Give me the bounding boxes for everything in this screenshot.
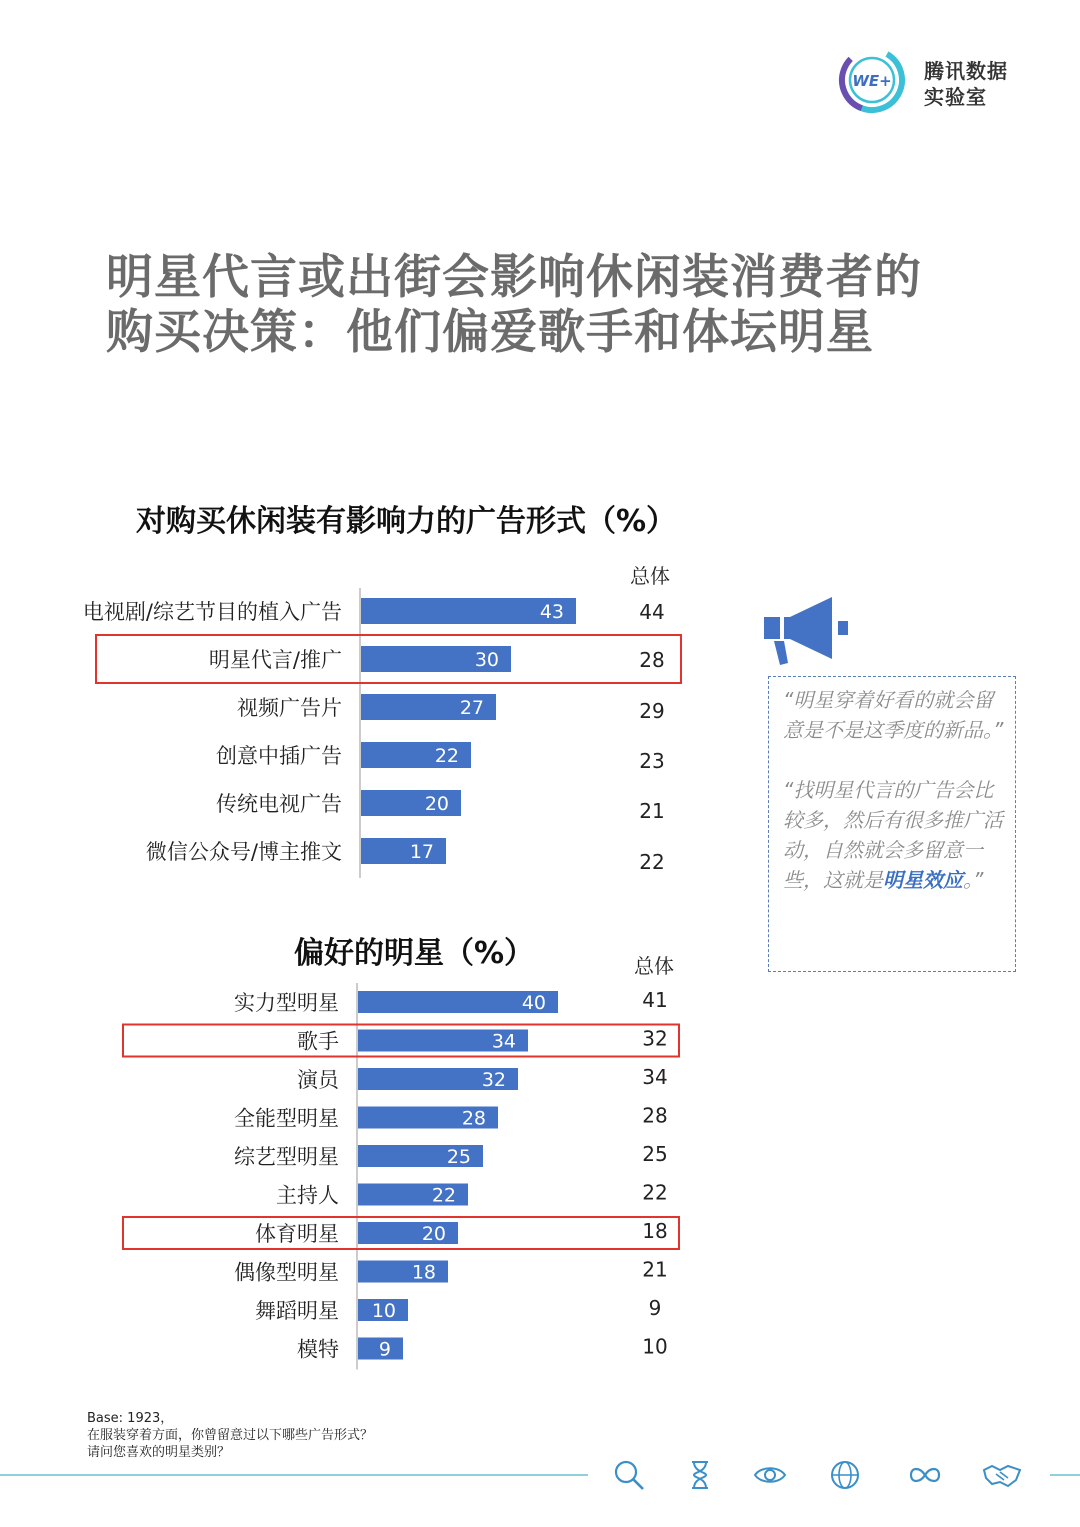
category-label: 歌手 <box>297 1029 339 1054</box>
bar-value-label: 28 <box>461 1107 486 1130</box>
bottom-divider-left <box>0 1474 588 1476</box>
total-value-label: 32 <box>642 1026 668 1051</box>
total-value-label: 41 <box>642 988 668 1012</box>
total-value-label: 44 <box>639 600 665 624</box>
infinity-icon <box>908 1458 942 1492</box>
category-label: 体育明星 <box>255 1222 339 1246</box>
category-label: 明星代言/推广 <box>208 648 342 672</box>
category-label: 传统电视广告 <box>216 792 342 816</box>
category-label: 舞蹈明星 <box>255 1299 339 1323</box>
page-title-line1: 明星代言或出街会影响休闲装消费者的 <box>106 250 922 305</box>
total-value-label: 23 <box>639 749 665 773</box>
bar-value-label: 17 <box>409 841 434 863</box>
bar-value-label: 40 <box>521 992 546 1014</box>
total-value-label: 34 <box>642 1065 668 1089</box>
hourglass-icon <box>683 1458 717 1492</box>
category-label: 电视剧/综艺节目的植入广告 <box>82 600 342 624</box>
globe-icon <box>828 1458 862 1492</box>
bar-value-label: 22 <box>434 745 459 767</box>
category-label: 主持人 <box>276 1183 339 1208</box>
bar-value-label: 9 <box>378 1338 391 1361</box>
bar-value-label: 27 <box>459 697 484 719</box>
bar-value-label: 32 <box>481 1069 506 1091</box>
eye-icon <box>753 1458 787 1492</box>
category-label: 视频广告片 <box>237 696 342 720</box>
quote-emphasis: 明星效应 <box>883 868 963 892</box>
brand-name-line2: 实验室 <box>924 85 987 109</box>
bar-value-label: 20 <box>421 1223 446 1245</box>
chart2-preferred-stars <box>60 975 700 1370</box>
chart2-total-header: 总体 <box>634 954 674 978</box>
category-label: 全能型明星 <box>234 1106 339 1131</box>
category-label: 实力型明星 <box>234 991 339 1015</box>
chart2-title: 偏好的明星（%） <box>294 936 535 971</box>
search-icon <box>612 1458 646 1492</box>
category-label: 综艺型明星 <box>234 1145 339 1169</box>
category-label: 偶像型明星 <box>234 1260 339 1285</box>
footnote-question2: 请问您喜欢的明星类别？ <box>87 1445 231 1460</box>
brand-logo <box>836 44 908 116</box>
total-value-label: 28 <box>642 1103 668 1128</box>
bar-value-label: 25 <box>446 1146 471 1168</box>
chart1-total-header: 总体 <box>630 564 670 588</box>
bar-value-label: 30 <box>474 649 499 671</box>
bottom-divider-right <box>1050 1474 1080 1476</box>
bar-value-label: 43 <box>539 601 564 623</box>
bar-value-label: 22 <box>431 1184 456 1207</box>
category-label: 模特 <box>297 1337 339 1362</box>
bar-value-label: 18 <box>411 1261 436 1284</box>
bar-value-label: 34 <box>491 1030 516 1053</box>
quote-box <box>768 676 1016 972</box>
total-value-label: 10 <box>642 1334 668 1359</box>
total-value-label: 21 <box>642 1257 668 1282</box>
total-value-label: 21 <box>639 799 665 823</box>
bar-value-label: 10 <box>371 1300 396 1322</box>
category-label: 微信公众号/博主推文 <box>145 840 342 864</box>
chart1-ad-formats <box>60 580 700 880</box>
total-value-label: 22 <box>639 850 665 874</box>
total-value-label: 22 <box>642 1180 668 1205</box>
quote-1: “明星穿着好看的就会留意是不是这季度的新品。” <box>783 688 1004 742</box>
category-label: 创意中插广告 <box>216 744 342 768</box>
page-title-line2: 购买决策：他们偏爱歌手和体坛明星 <box>106 305 874 360</box>
total-value-label: 9 <box>648 1296 662 1320</box>
logo-text: WE+ <box>852 72 892 90</box>
megaphone-icon <box>760 595 852 669</box>
brand-name-line1: 腾讯数据 <box>924 59 1008 83</box>
chart1-title: 对购买休闲装有影响力的广告形式（%） <box>136 504 677 539</box>
category-label: 演员 <box>297 1068 339 1092</box>
total-value-label: 18 <box>642 1219 668 1243</box>
quote-2: “找明星代言的广告会比较多，然后有很多推广活动，自然就会多留意一些，这就是明星效应。” <box>783 778 1003 892</box>
footnote-question1: 在服装穿着方面，你曾留意过以下哪些广告形式？ <box>87 1428 374 1443</box>
handshake-icon <box>982 1458 1022 1492</box>
total-value-label: 25 <box>642 1142 668 1166</box>
footnote-base: Base: 1923， <box>87 1411 174 1426</box>
total-value-label: 28 <box>639 648 665 672</box>
bar-value-label: 20 <box>424 793 449 815</box>
total-value-label: 29 <box>639 699 665 723</box>
